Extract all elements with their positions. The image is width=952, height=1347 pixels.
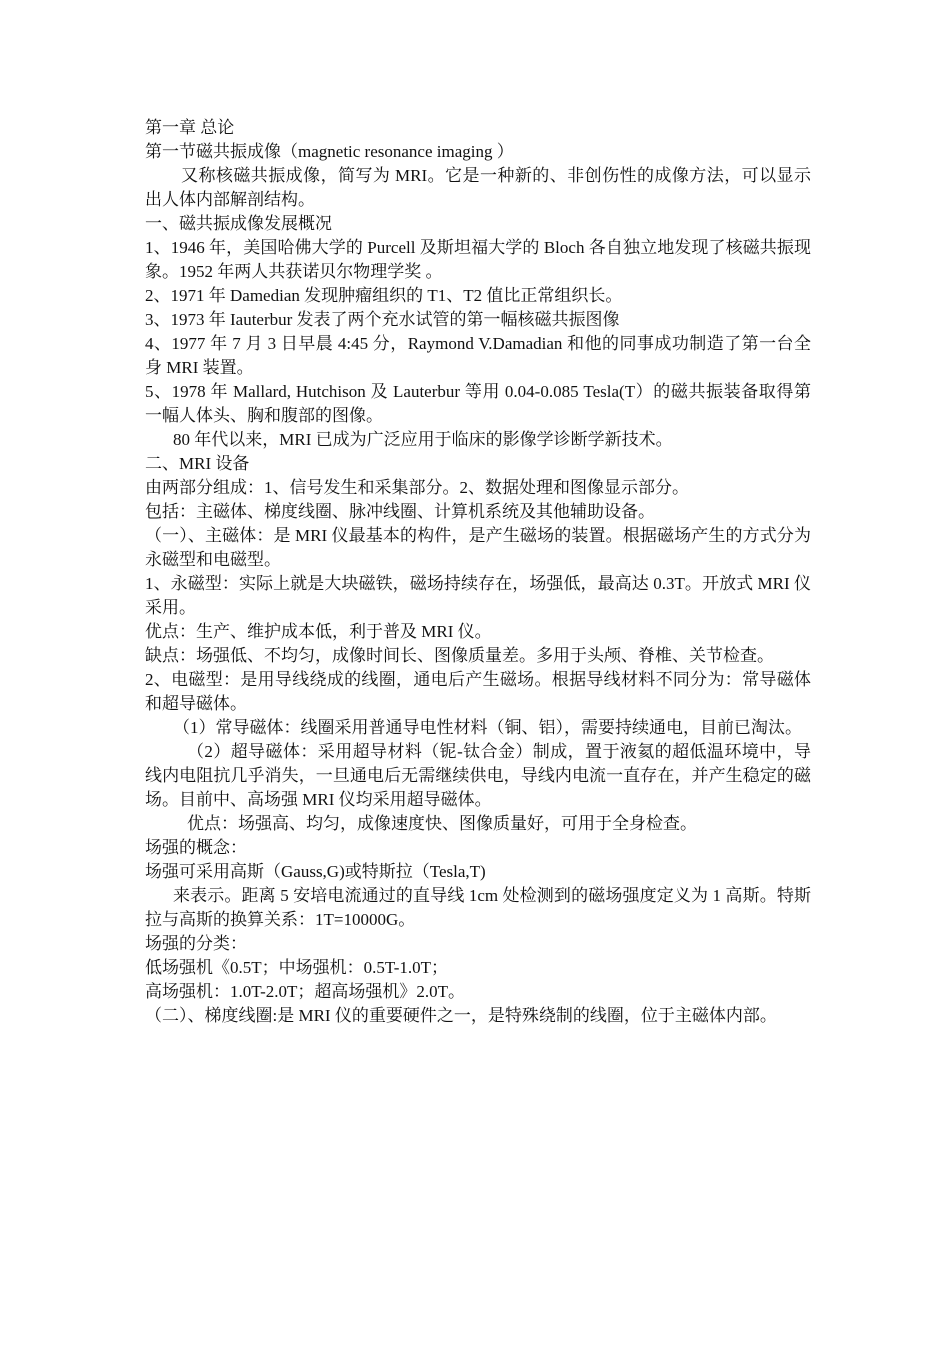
section-title: 第一节磁共振成像（magnetic resonance imaging ） [145,142,514,161]
resistive-magnet-paragraph: （1）常导磁体：线圈采用普通导电性材料（铜、铝），需要持续通电，目前已淘汰。 [173,718,802,737]
superconducting-pros: 优点：场强高、均匀，成像速度快、图像质量好，可用于全身检查。 [187,814,697,833]
permanent-magnet-paragraph: 1、永磁型：实际上就是大块磁铁，磁场持续存在，场强低，最高达 0.3T。开放式 MRI 仪采用。 [145,574,811,617]
intro-paragraph: 又称核磁共振成像，简写为 MRI。它是一种新的、非创伤性的成像方法，可以显示出人体内部解剖结构。 [145,166,811,209]
field-units-line: 场强可采用高斯（Gauss,G)或特斯拉（Tesla,T) [145,862,486,881]
history-item: 4、1977 年 7 月 3 日早晨 4:45 分，Raymond V.Damadian 和他的同事成功制造了第一台全身 MRI 装置。 [145,334,811,377]
gradient-coil-paragraph: （二）、梯度线圈:是 MRI 仪的重要硬件之一，是特殊绕制的线圈，位于主磁体内部。 [145,1006,777,1025]
part2-heading: 二、MRI 设备 [145,454,250,473]
permanent-cons: 缺点：场强低、不均匀，成像时间长、图像质量差。多用于头颅、脊椎、关节检查。 [145,646,774,665]
electromagnetic-paragraph: 2、电磁型：是用导线绕成的线圈，通电后产生磁场。根据导线材料不同分为：常导磁体和超导磁体。 [145,670,811,713]
field-class-line: 低场强机《0.5T；中场强机：0.5T-1.0T； [145,958,449,977]
history-item: 3、1973 年 Iauterbur 发表了两个充水试管的第一幅核磁共振图像 [145,310,620,329]
chapter-title: 第一章 总论 [145,118,235,137]
field-definition-paragraph: 来表示。距离 5 安培电流通过的直导线 1cm 处检测到的磁场强度定义为 1 高斯。特斯拉与高斯的换算关系：1T=10000G。 [145,886,811,929]
field-class-heading: 场强的分类： [145,934,247,953]
history-item: 2、1971 年 Damedian 发现肿瘤组织的 T1、T2 值比正常组织长。 [145,286,623,305]
part1-heading: 一、磁共振成像发展概况 [145,214,332,233]
composition-paragraph: 由两部分组成：1、信号发生和采集部分。2、数据处理和图像显示部分。 [145,478,689,497]
document-page [145,116,811,1028]
permanent-pros: 优点：生产、维护成本低，利于普及 MRI 仪。 [145,622,492,641]
field-concept-heading: 场强的概念： [145,838,247,857]
superconducting-magnet-paragraph: （2）超导磁体：采用超导材料（铌-钛合金）制成，置于液氦的超低温环境中，导线内电阻抗几乎消失，一旦通电后无需继续供电，导线内电流一直存在，并产生稳定的磁场。目前中、高场强 MRI 仪均采用超导磁体。 [145,742,811,809]
history-item: 5、1978 年 Mallard, Hutchison 及 Lauterbur 等用 0.04-0.085 Tesla(T）的磁共振装备取得第一幅人体头、胸和腹部的图像。 [145,382,811,425]
history-item: 1、1946 年，美国哈佛大学的 Purcell 及斯坦福大学的 Bloch 各自独立地发现了核磁共振现象。1952 年两人共获诺贝尔物理学奖 。 [145,238,811,281]
history-summary: 80 年代以来，MRI 已成为广泛应用于临床的影像学诊断学新技术。 [173,430,673,449]
field-class-line: 高场强机：1.0T-2.0T；超高场强机》2.0T。 [145,982,466,1001]
main-magnet-paragraph: （一）、主磁体：是 MRI 仪最基本的构件，是产生磁场的装置。根据磁场产生的方式分为永磁型和电磁型。 [145,526,811,569]
includes-paragraph: 包括：主磁体、梯度线圈、脉冲线圈、计算机系统及其他辅助设备。 [145,502,655,521]
